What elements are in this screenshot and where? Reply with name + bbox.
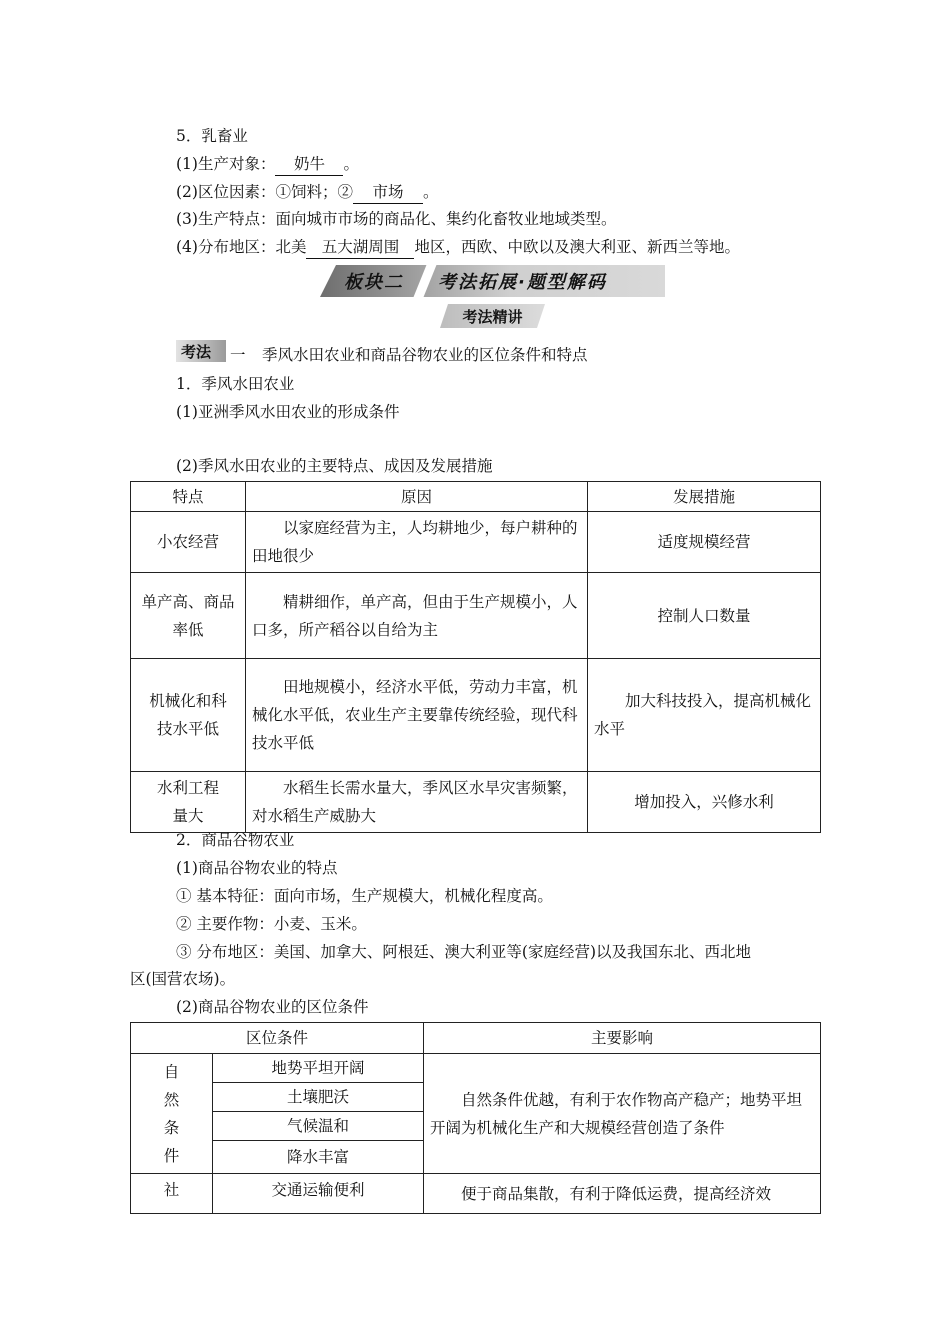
dairy-line-4 — [176, 235, 740, 259]
header-measure: 发展措施 — [588, 482, 821, 512]
measure-cell: 控制人口数量 — [588, 573, 821, 659]
grain-sub2: (2)商品谷物农业的区位条件 — [176, 998, 369, 1016]
banner-right-title: 考法拓展·题型解码 — [438, 272, 607, 293]
banner-left-title: 板块二 — [344, 272, 404, 293]
feature-cell: 单产高、商品率低 — [131, 573, 246, 659]
table-row — [131, 659, 821, 772]
header-effect: 主要影响 — [424, 1023, 821, 1054]
grain-point-2: ② 主要作物：小麦、玉米。 — [176, 915, 367, 933]
reason-cell: 水稻生长需水量大，季风区水旱灾害频繁，对水稻生产威胁大 — [246, 772, 588, 833]
kaofa-number: 一 — [230, 346, 246, 364]
social-effect: 便于商品集散，有利于降低运费，提高经济效 — [424, 1174, 821, 1214]
table-row — [131, 772, 821, 833]
table-row — [131, 573, 821, 659]
dairy-line-2 — [176, 180, 438, 204]
table-header-row — [131, 1023, 821, 1054]
table-row — [131, 512, 821, 573]
header-condition: 区位条件 — [131, 1023, 424, 1054]
section-banner — [320, 265, 665, 297]
header-reason: 原因 — [246, 482, 588, 512]
grain-point-3b: 区(国营农场)。 — [130, 970, 236, 988]
measure-cell: 适度规模经营 — [588, 512, 821, 573]
dairy-answer-object: 奶牛 — [275, 156, 343, 176]
dairy-answer-factor: 市场 — [353, 184, 423, 204]
natural-item: 地势平坦开阔 — [213, 1054, 424, 1083]
reason-cell: 精耕细作，单产高，但由于生产规模小，人口多，所产稻谷以自给为主 — [246, 573, 588, 659]
natural-row — [131, 1054, 821, 1083]
dairy-line-3: (3)生产特点：面向城市市场的商品化、集约化畜牧业地域类型。 — [176, 210, 617, 228]
table-header-row — [131, 482, 821, 512]
grain-point-3a: ③ 分布地区：美国、加拿大、阿根廷、澳大利亚等(家庭经营)以及我国东北、西北地 — [176, 943, 752, 961]
social-label: 社 — [131, 1174, 213, 1214]
measure-cell: 加大科技投入，提高机械化水平 — [588, 659, 821, 772]
feature-cell: 机械化和科技水平低 — [131, 659, 246, 772]
reason-cell: 以家庭经营为主，人均耕地少，每户耕种的田地很少 — [246, 512, 588, 573]
grain-sub1: (1)商品谷物农业的特点 — [176, 859, 338, 877]
kaofa-title: 季风水田农业和商品谷物农业的区位条件和特点 — [262, 346, 588, 364]
monsoon-sub2: (2)季风水田农业的主要特点、成因及发展措施 — [176, 457, 493, 475]
kaofa-tag-label: 考法 — [181, 343, 212, 361]
monsoon-table — [130, 481, 821, 833]
dairy-line-1-end: 。 — [343, 155, 359, 173]
sub-banner — [440, 304, 545, 328]
measure-cell: 增加投入，兴修水利 — [588, 772, 821, 833]
natural-effect: 自然条件优越，有利于农作物高产稳产；地势平坦开阔为机械化生产和大规模经营创造了条件 — [424, 1054, 821, 1174]
grain-point-1: ① 基本特征：面向市场，生产规模大，机械化程度高。 — [176, 887, 553, 905]
natural-item: 土壤肥沃 — [213, 1083, 424, 1112]
dairy-line-2-end: 。 — [422, 183, 439, 201]
dairy-line-4-label: (4)分布地区：北美 — [176, 238, 307, 256]
reason-cell: 田地规模小，经济水平低，劳动力丰富，机械化水平低，农业生产主要靠传统经验，现代科技水平低 — [246, 659, 588, 772]
natural-label: 自然条件 — [131, 1054, 213, 1174]
grain-table — [130, 1022, 821, 1214]
dairy-answer-region: 五大湖周围 — [306, 239, 414, 259]
monsoon-sub1: (1)亚洲季风水田农业的形成条件 — [176, 403, 400, 421]
kaofa-tag — [176, 340, 226, 362]
grain-heading: 2．商品谷物农业 — [176, 831, 295, 849]
social-item: 交通运输便利 — [213, 1174, 424, 1214]
feature-cell: 小农经营 — [131, 512, 246, 573]
natural-item: 气候温和 — [213, 1112, 424, 1141]
dairy-line-4-end: 地区，西欧、中欧以及澳大利亚、新西兰等地。 — [414, 238, 740, 256]
dairy-line-1 — [176, 152, 359, 176]
header-feature: 特点 — [131, 482, 246, 512]
dairy-line-2-label: (2)区位因素：①饲料；② — [176, 183, 353, 201]
feature-cell: 水利工程量大 — [131, 772, 246, 833]
monsoon-heading: 1．季风水田农业 — [176, 375, 295, 393]
sub-banner-title: 考法精讲 — [462, 308, 523, 326]
social-row — [131, 1174, 821, 1214]
natural-item: 降水丰富 — [213, 1141, 424, 1174]
dairy-line-1-label: (1)生产对象： — [176, 155, 276, 173]
dairy-heading: 5．乳畜业 — [176, 127, 248, 145]
